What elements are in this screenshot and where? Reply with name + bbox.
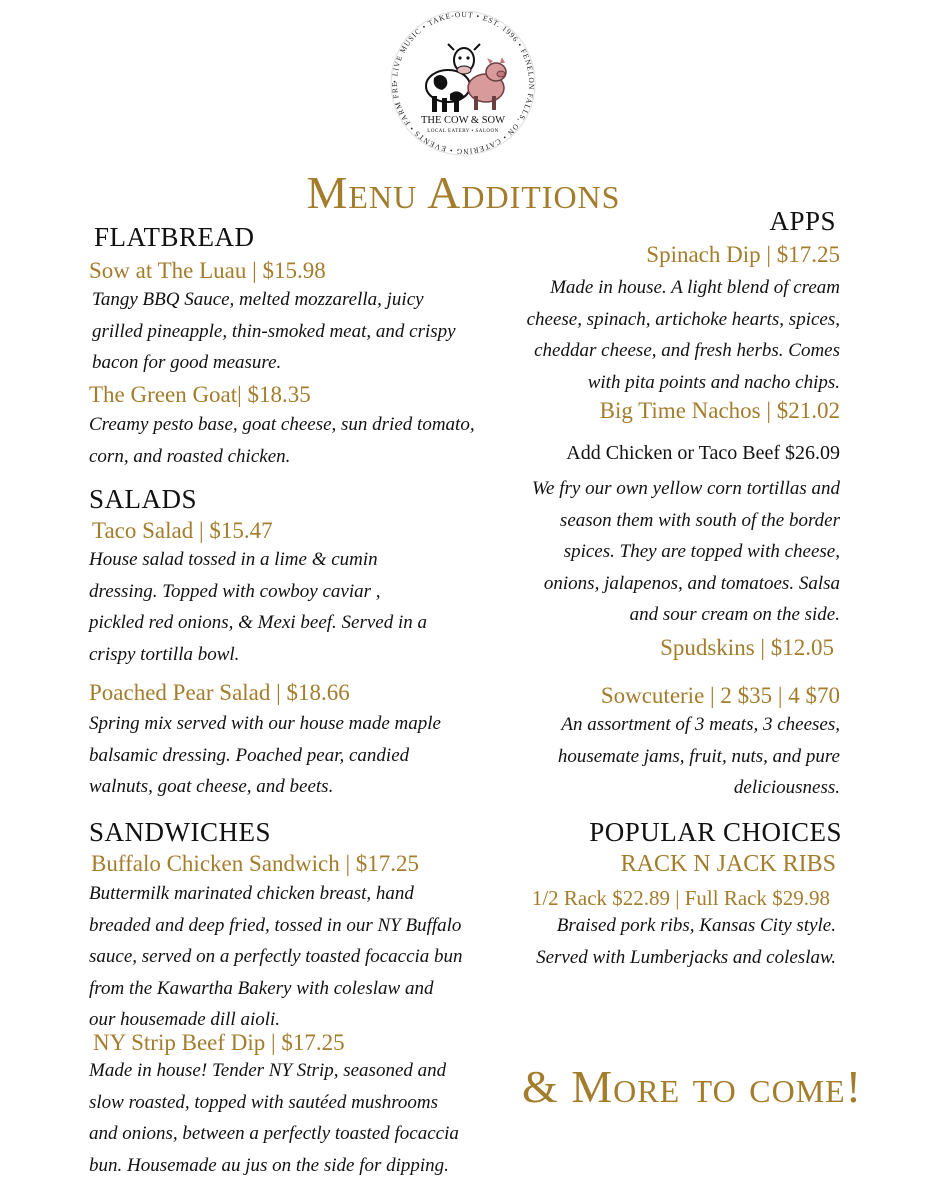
menu-item-name: Buffalo Chicken Sandwich | $17.25 (91, 851, 420, 876)
sandwiches-heading: SANDWICHES (89, 817, 272, 847)
menu-item-description: House salad tossed in a lime & cumin dressing. Topped with cowboy caviar , pickled red onions, & Mexi beef. Served in a crispy tortilla bowl. (89, 549, 428, 665)
menu-item-description: Creamy pesto base, goat cheese, sun dried tomato, corn, and roasted chicken. (89, 414, 475, 467)
menu-item-addon: Add Chicken or Taco Beef $26.09 (566, 442, 840, 464)
menu-item-description: An assortment of 3 meats, 3 cheeses, housemate jams, fruit, nuts, and pure deliciousness. (557, 714, 840, 798)
menu-item-description: Spring mix served with our house made maple balsamic dressing. Poached pear, candied walnuts, goat cheese, and beets. (89, 713, 441, 797)
logo-name: THE COW & SOW (420, 115, 506, 126)
menu-item-name: Spudskins | $12.05 (660, 635, 834, 660)
menu-item-description: We fry our own yellow corn tortillas and season them with south of the border spices. They are topped with cheese, onions, jalapenos, and tomatoes. Salsa and sour cream on the side. (531, 478, 840, 625)
menu-item-name: Spinach Dip | $17.25 (646, 242, 840, 267)
menu-item-description: Buttermilk marinated chicken breast, hand breaded and deep fried, tossed in our NY Buffalo sauce, served on a perfectly toasted focaccia bun from the Kawartha Bakery with coleslaw and our housemade dill aioli. (89, 883, 463, 1030)
menu-item-name: Poached Pear Salad | $18.66 (89, 680, 350, 705)
cow-and-sow-logo-icon (388, 8, 538, 158)
menu-item-name: The Green Goat| $18.35 (89, 382, 311, 407)
flatbread-heading: FLATBREAD (94, 222, 255, 252)
popular-item-name: RACK N JACK RIBS (620, 851, 836, 877)
popular-item-prices: 1/2 Rack $22.89 | Full Rack $29.98 (531, 886, 830, 910)
restaurant-logo (388, 8, 538, 158)
more-to-come-banner: & More to come! (522, 1061, 863, 1112)
popular-choices-heading: POPULAR CHOICES (589, 817, 842, 847)
menu-item-description: Braised pork ribs, Kansas City style. Served with Lumberjacks and coleslaw. (536, 915, 836, 968)
menu-item-name: Sow at The Luau | $15.98 (89, 258, 326, 283)
menu-item-name: Big Time Nachos | $21.02 (599, 398, 840, 423)
menu-item-description: Made in house. A light blend of cream cheese, spinach, artichoke hearts, spices, cheddar cheese, and fresh herbs. Comes with pita points and nacho chips. (526, 277, 840, 393)
menu-item-name: Sowcuterie | 2 $35 | 4 $70 (600, 683, 840, 708)
logo-tagline: LOCAL EATERY • SALOON (427, 129, 499, 134)
menu-item-description: Made in house! Tender NY Strip, seasoned and slow roasted, topped with sautéed mushrooms and onions, between a perfectly toasted focaccia bun. Housemade au jus on the side for dipping. (89, 1060, 459, 1176)
page-title: Menu Additions (306, 167, 621, 218)
menu-item-description: Tangy BBQ Sauce, melted mozzarella, juicy grilled pineapple, thin-smoked meat, and crispy bacon for good measure. (92, 289, 456, 373)
salads-heading: SALADS (89, 484, 198, 514)
menu-item-name: Taco Salad | $15.47 (92, 518, 273, 543)
menu-item-name: NY Strip Beef Dip | $17.25 (93, 1030, 345, 1055)
logo-ring-text: • LIVE MUSIC • TAKE-OUT • EST. 1996 • FENELON FALLS, ON • CATERING • EVENTS • FARM FRE (389, 9, 537, 157)
apps-heading: APPS (769, 206, 836, 236)
